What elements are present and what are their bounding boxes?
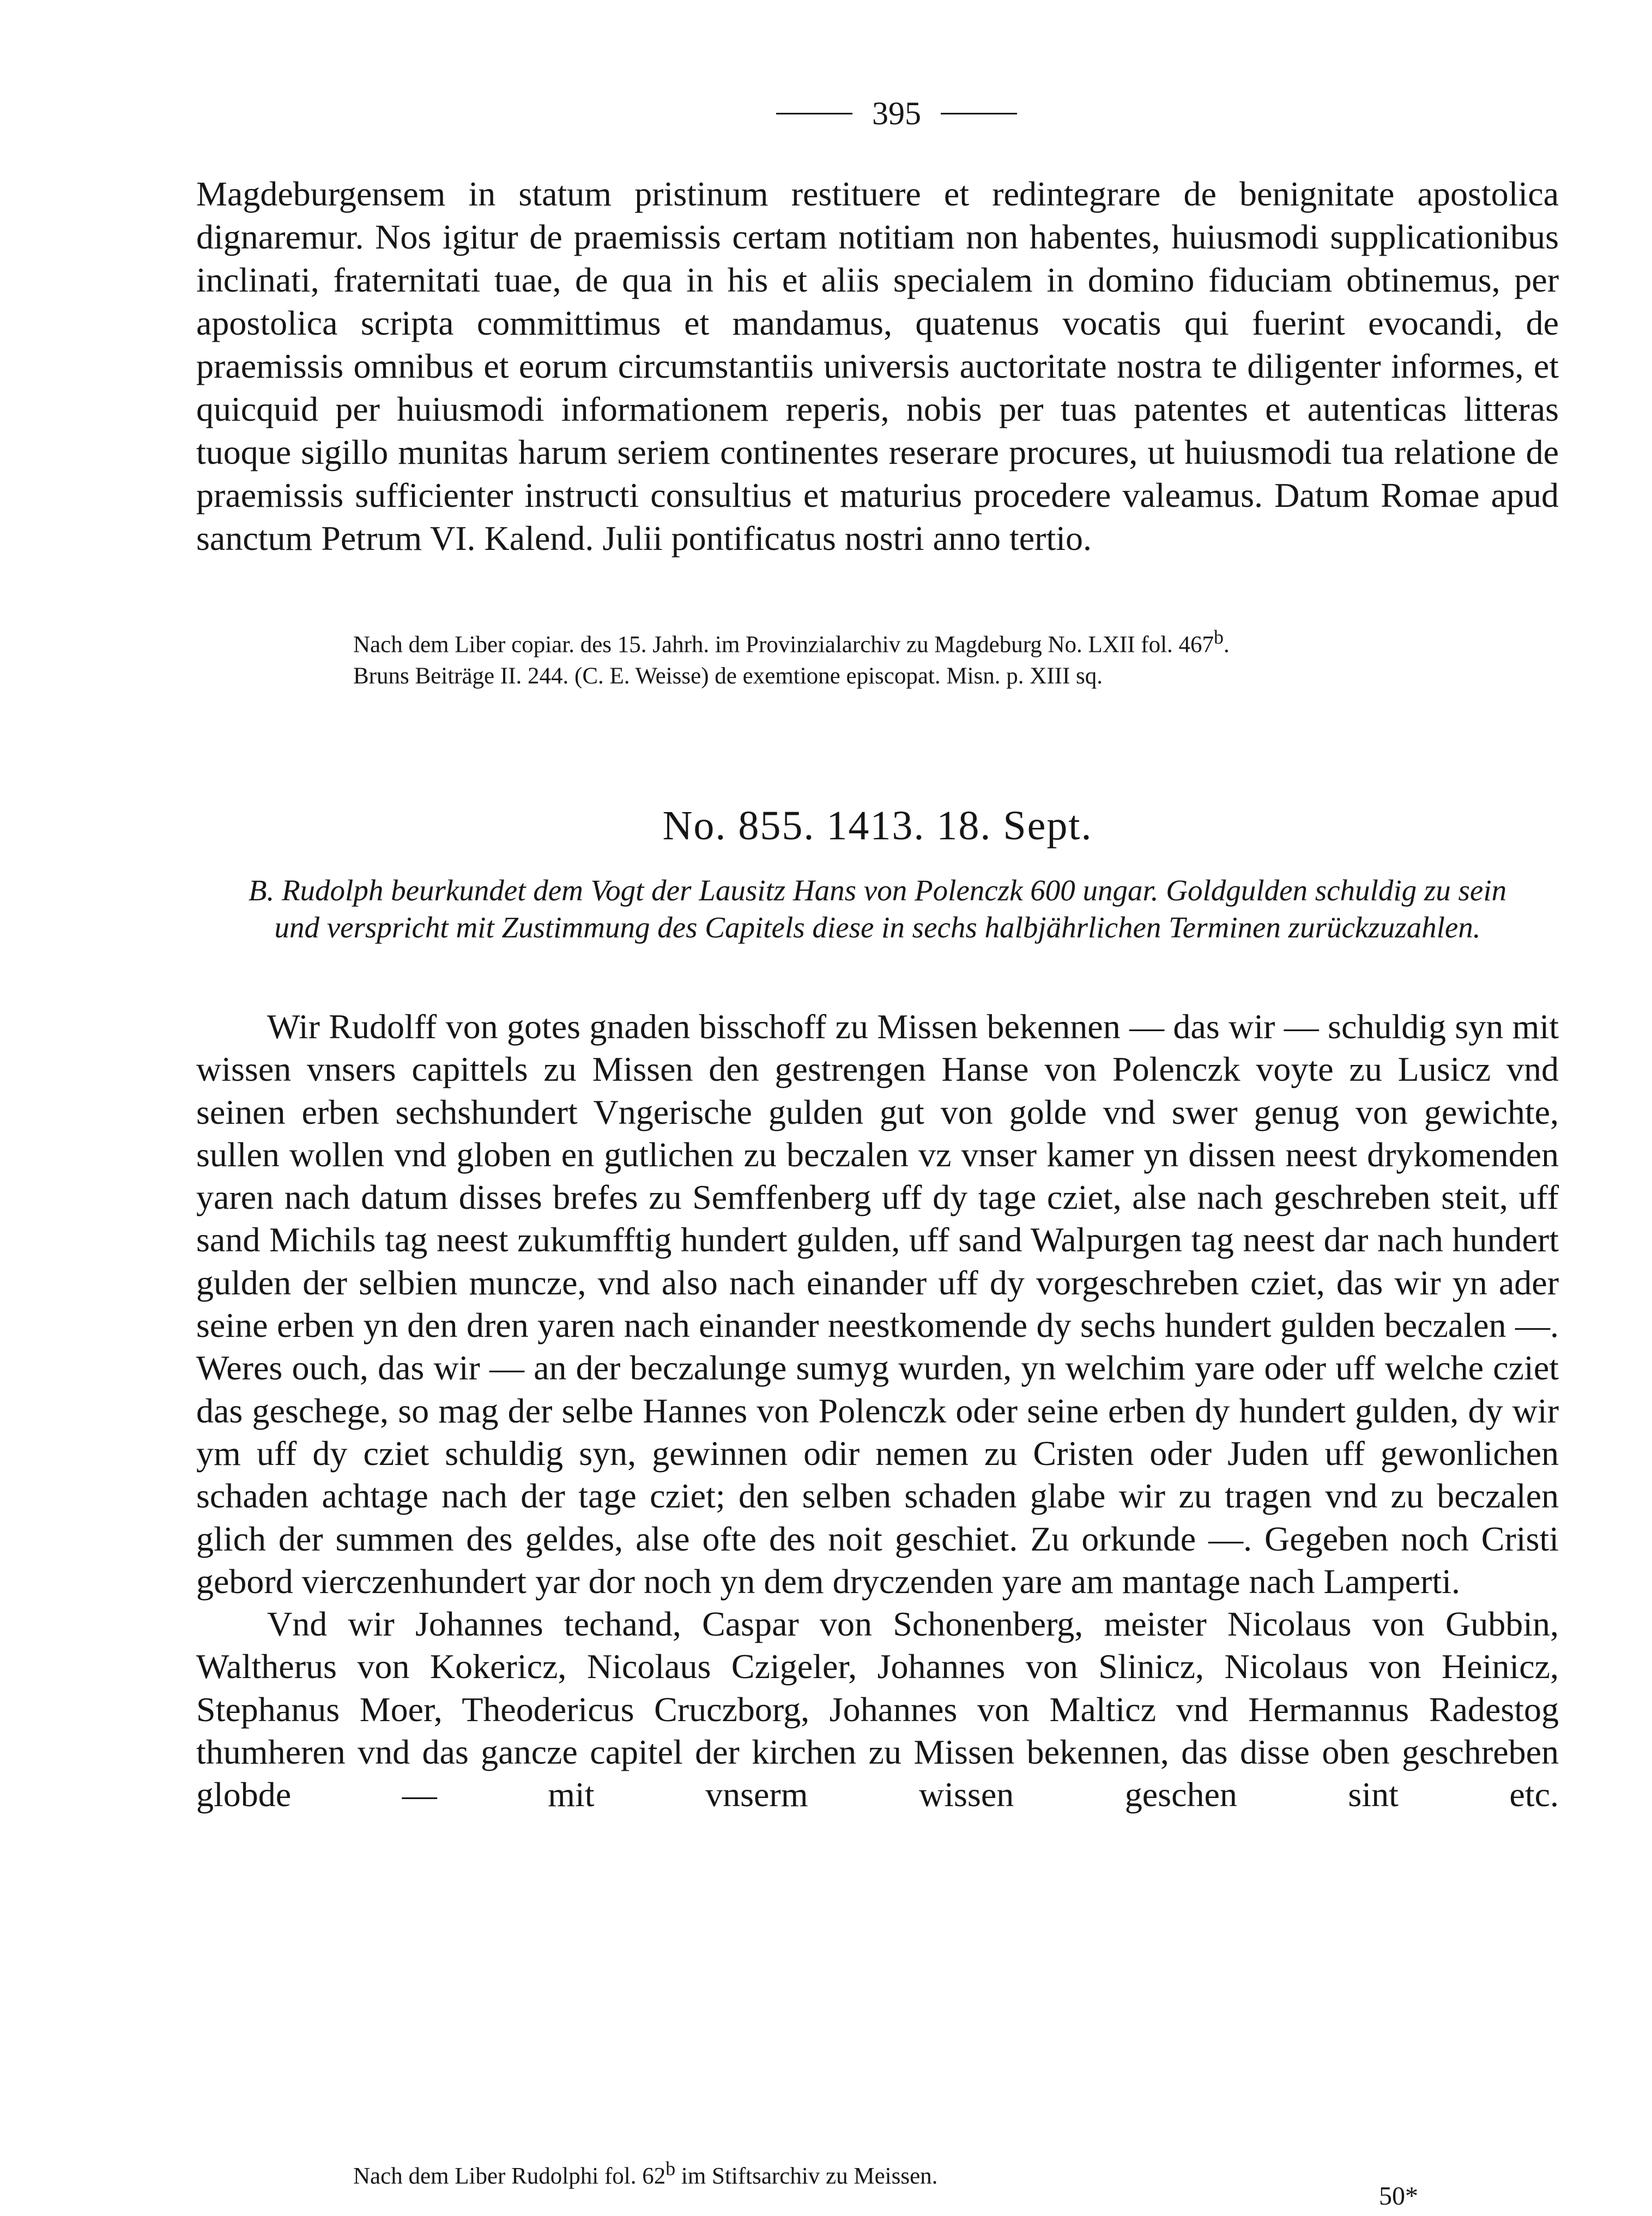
header-rule-left [776, 113, 852, 114]
source-note-line-1-end: . [1223, 632, 1230, 658]
continued-text [196, 172, 1559, 560]
body-paragraph-2: Vnd wir Johannes techand, Caspar von Schonenberg, meister Nicolaus von Gubbin, Waltherus von Kokericz, Nicolaus Czigeler, Johannes von Slinicz, Nicolaus von Heinicz, Stephanus Moer, Theodericus Cruczborg, Johannes von Malticz vnd Hermannus Radestog thumheren vnd das gancze capitel der kirchen zu Missen bekennen, das disse oben geschreben globde — mit vnserm wissen geschen sint etc. [196, 1605, 1559, 1814]
source-note-line-2: Bruns Beiträge II. 244. (C. E. Weisse) de exemtione episcopat. Misn. p. XIII sq. [353, 663, 1103, 689]
header-rule-right [941, 113, 1017, 114]
page-number: 395 [872, 95, 921, 131]
document-heading: No. 855. 1413. 18. Sept. [662, 803, 1093, 849]
body-paragraph-1: Wir Rudolff von gotes gnaden bisschoff zu Missen bekennen — das wir — schuldig syn mit wissen vnsers capittels zu Missen den gestrengen Hanse von Polenczk voyte zu Lusicz vnd seinen erben sechshundert Vngerische gulden gut von golde vnd swer genug von gewichte, sullen wollen vnd globen en gutlichen zu beczalen vz vnser kamer yn dissen neest drykomenden yaren nach datum disses brefes zu Semffenberg uff dy tage cziet, alse nach geschreben steit, uff sand Michils tag neest zukumfftig hundert gulden, uff sand Walpurgen tag neest dar nach hundert gulden der selbien muncze, vnd also nach einander uff dy vorgeschreben cziet, das wir yn ader seine erben yn den dren yaren nach einander neestkomende dy sechs hundert gulden beczalen —. Weres ouch, das wir — an der beczalunge sumyg wurden, yn welchim yare oder uff welche cziet das geschege, so mag der selbe Hannes von Polenczk oder seine erben dy hundert gulden, dy wir ym uff dy cziet schuldig syn, gewinnen odir nemen zu Cristen oder Juden uff gewonlichen schaden achtage nach der tage cziet; den selben schaden glabe wir zu tragen vnd zu beczalen glich der summen des geldes, alse ofte des noit geschiet. Zu orkunde —. Gegeben noch Cristi gebord vierczenhundert yar dor noch yn dem dryczenden yare am mantage nach Lamperti. [196, 1007, 1559, 1601]
source-note [353, 621, 1552, 692]
document-summary: B. Rudolph beurkundet dem Vogt der Lausitz Hans von Polenczk 600 ungar. Goldgulden schuldig zu sein und verspricht mit Zustimmung des Capitels diese in sechs halbjährlichen Terminen zurückzuzahlen. [248, 874, 1507, 944]
document-body [196, 1006, 1559, 1817]
folio-superscript: b [1214, 626, 1224, 648]
source-note-line-1-text: Nach dem Liber copiar. des 15. Jahrh. im Provinzialarchiv zu Magdeburg No. LXII fol. 467 [353, 632, 1214, 658]
source-note-2-text-after: im Stiftsarchiv zu Meissen. [675, 2163, 938, 2189]
source-note-2-line [353, 2153, 1552, 2192]
page-header [744, 92, 1049, 135]
folio-superscript-2: b [665, 2158, 676, 2179]
continued-paragraph: Magdeburgensem in statum pristinum restituere et redintegrare de benignitate apostolica dignaremur. Nos igitur de praemissis certam notitiam non habentes, huiusmodi supplicationibus inclinati, fraternitati tuae, de qua in his et aliis specialem in domino fiduciam obtinemus, per apostolica scripta committimus et mandamus, quatenus vocatis qui fuerint evocandi, de praemissis omnibus et eorum circumstantiis universis auctoritate nostra te diligenter informes, et quicquid per huiusmodi informationem reperis, nobis per tuas patentes et autenticas litteras tuoque sigillo munitas harum seriem continentes reserare procures, ut huiusmodi tua relatione de praemissis sufficienter instructi consultius et maturius procedere valeamus. Datum Romae apud sanctum Petrum VI. Kalend. Julii pontificatus nostri anno tertio. [196, 174, 1559, 558]
signature-mark: 50* [1379, 2182, 1418, 2211]
source-note-2 [353, 2153, 1552, 2192]
source-note-2-text-before: Nach dem Liber Rudolphi fol. 62 [353, 2163, 666, 2189]
source-note-line-1 [353, 621, 1552, 661]
